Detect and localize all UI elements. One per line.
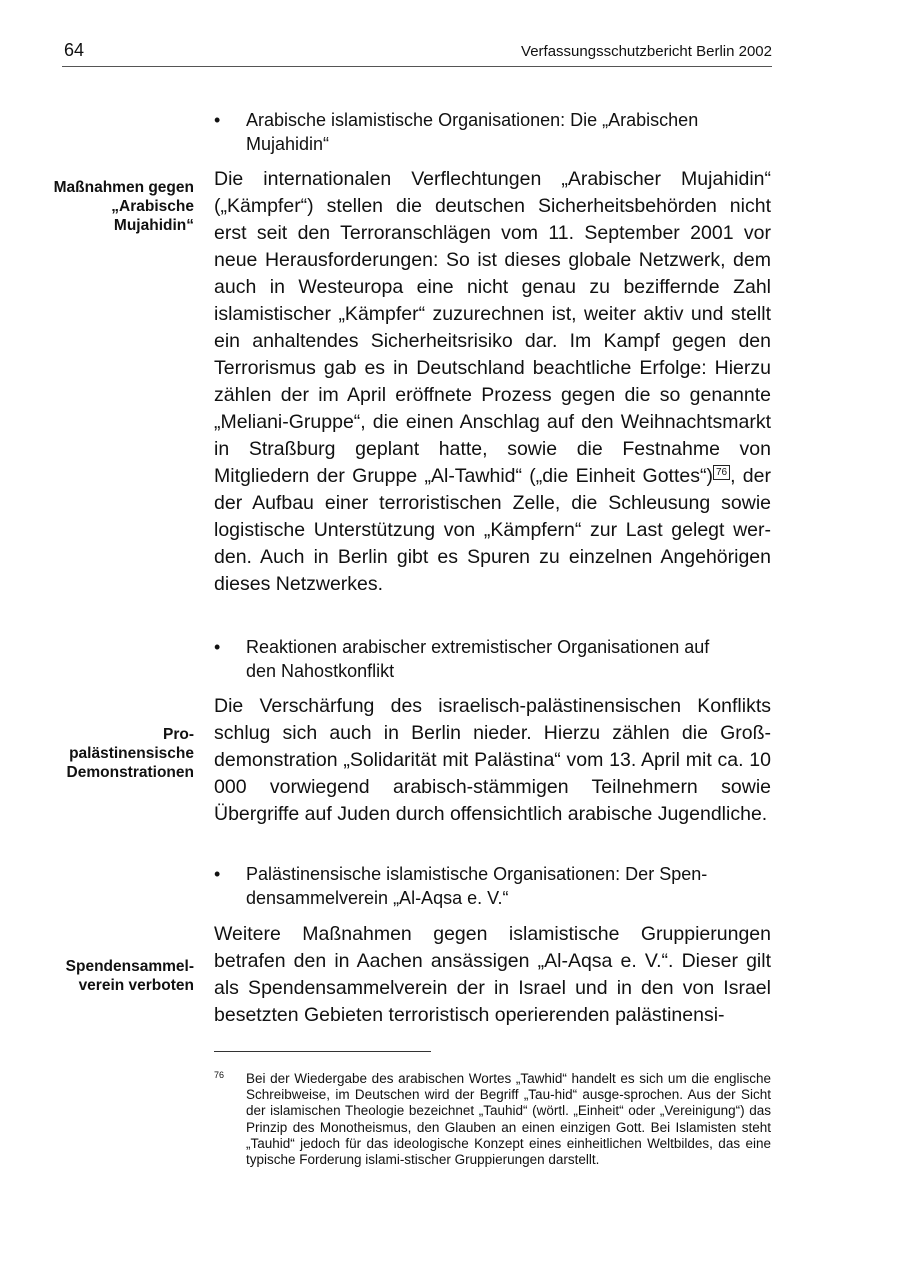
bullet-line: Mujahidin“	[246, 134, 330, 154]
paragraph-demonstration: Die Verschärfung des israelisch-palästinensischen Konflikts schlug sich auch in Berlin nieder. Hierzu zählen die Groß-demonstration „Solidarität mit Palästina“ vom 13. April mit ca. 10 000 vorwiegend arabisch-stämmigen Teilnehmern sowie Übergriffe auf Juden durch offensichtlich arabische Jugendliche.	[214, 695, 771, 825]
bullet-dot: •	[214, 864, 221, 884]
margin-note-verbot	[24, 957, 194, 995]
section-bullet-nahostkonflikt	[214, 635, 774, 683]
margin-note-demonstrationen	[24, 725, 194, 782]
footnote-reference[interactable]: 76	[713, 465, 730, 480]
margin-note-line: verein verboten	[78, 977, 194, 994]
footnote-divider	[214, 1051, 431, 1052]
bullet-line: Arabische islamistische Organisationen: Die „Arabischen	[246, 110, 699, 130]
margin-note-line: „Arabische	[111, 198, 194, 215]
margin-note-line: Demonstrationen	[66, 764, 194, 781]
paragraph-text: , der der Aufbau einer terroristischen Zelle, die Schleusung sowie logistische Unterstützung von „Kämpfern“ zur Last gelegt wer-den. Auch in Berlin gibt es Spuren zu einzelnen Angehörigen dieses Netzwerkes.	[214, 465, 771, 595]
margin-note-line: Mujahidin“	[113, 217, 194, 234]
section-bullet-al-aqsa	[214, 862, 774, 910]
paragraph-mujahidin	[214, 166, 771, 598]
margin-note-line: Maßnahmen gegen	[53, 179, 194, 196]
footnote-number: 76	[214, 1070, 225, 1080]
bullet-line: den Nahostkonflikt	[246, 661, 395, 681]
bullet-line: Reaktionen arabischer extremistischer Organisationen auf	[246, 637, 710, 657]
paragraph-text: Die internationalen Verflechtungen „Arabischer Mujahidin“ („Kämpfer“) stellen die deutschen Sicherheitsbehörden nicht erst seit den Terroranschlägen vom 11. September 2001 vor neue Herausforderungen: So ist dieses globale Netzwerk, dem auch in Westeuropa eine nicht genau zu beziffernde Zahl islamistischer „Kämpfer“ zuzurechnen ist, weiter aktiv und stellt ein anhaltendes Sicherheitsrisiko dar. Im Kampf gegen den Terrorismus gab es in Deutschland beachtliche Erfolge: Hierzu zählen der im April eröffnete Prozess gegen die so genannte „Meliani-Gruppe“, die einen Anschlag auf den Weihnachtsmarkt in Straßburg geplant hatte, sowie die Festnahme von Mitgliedern der Gruppe „Al-Tawhid“ („die Einheit Gottes“)	[214, 168, 771, 487]
footnote-text: Bei der Wiedergabe des arabischen Wortes „Tawhid“ handelt es sich um die englische Schreibweise, im Deutschen wird der Begriff „Tau-hid“ ausge-sprochen. Aus der Sicht der islamischen Theologie bezeichnet „Tauhid“ (wörtl. „Einheit“ oder „Vereinigung“) das Prinzip des Monotheismus, den Glauben an einen einzigen Gott. Bei Islamisten steht „Tauhid“ jedoch für das ideologische Konzept eines einheitlichen Weltbildes, das eine typische Forderung islami-stischer Gruppierungen darstellt.	[246, 1071, 771, 1168]
running-title: Verfassungsschutzbericht Berlin 2002	[521, 43, 772, 60]
section-bullet-arabische-organisationen	[214, 108, 774, 156]
paragraph-al-aqsa: Weitere Maßnahmen gegen islamistische Gruppierungen betrafen den in Aachen ansässigen „Al-Aqsa e. V.“. Dieser gilt als Spendensammelverein der in Israel und in den von Israel besetzten Gebieten terroristisch operierenden palästinensi-	[214, 923, 771, 1026]
page-header	[62, 40, 772, 67]
margin-note-massnahmen	[24, 178, 194, 235]
bullet-line: Palästinensische islamistische Organisationen: Der Spen-	[246, 864, 708, 884]
bullet-dot: •	[214, 110, 221, 130]
bullet-line: densammelverein „Al-Aqsa e. V.“	[246, 888, 509, 908]
margin-note-line: Pro-	[163, 726, 194, 743]
margin-note-line: palästinensische	[69, 745, 194, 762]
bullet-dot: •	[214, 637, 221, 657]
page-number: 64	[64, 40, 85, 60]
margin-note-line: Spendensammel-	[65, 958, 194, 975]
